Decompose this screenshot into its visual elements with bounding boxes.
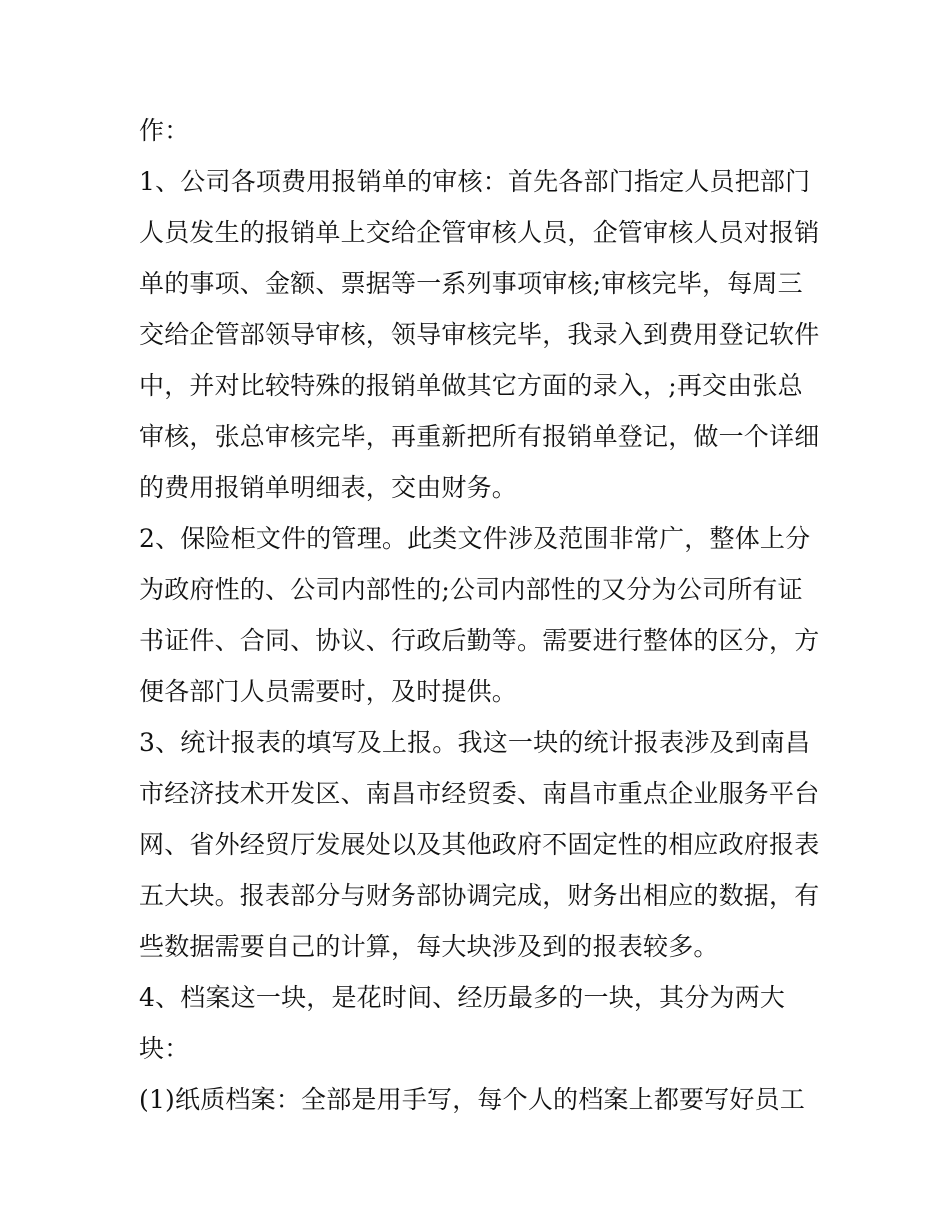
text-line: 市经济技术开发区、南昌市经贸委、南昌市重点企业服务平台 <box>139 779 820 808</box>
text-line: 人员发生的报销单上交给企管审核人员，企管审核人员对报销 <box>139 218 820 247</box>
text-line: 单的事项、金额、票据等一系列事项审核;审核完毕，每周三 <box>139 269 803 298</box>
text-line: 块： <box>139 1034 190 1063</box>
text-line: 五大块。报表部分与财务部协调完成，财务出相应的数据，有 <box>139 881 820 910</box>
text-line: 4、档案这一块，是花时间、经历最多的一块，其分为两大 <box>139 983 786 1012</box>
text-line: (1)纸质档案：全部是用手写，每个人的档案上都要写好员工 <box>139 1085 806 1114</box>
text-line: 书证件、合同、协议、行政后勤等。需要进行整体的区分，方 <box>139 626 820 655</box>
text-line: 便各部门人员需要时，及时提供。 <box>139 677 518 706</box>
text-line: 作： <box>139 116 190 145</box>
text-line: 3、统计报表的填写及上报。我这一块的统计报表涉及到南昌 <box>139 728 811 757</box>
text-line: 1、公司各项费用报销单的审核：首先各部门指定人员把部门 <box>139 167 811 196</box>
document-body <box>139 105 819 1125</box>
text-line: 中，并对比较特殊的报销单做其它方面的录入，;再交由张总 <box>139 371 803 400</box>
text-line: 些数据需要自己的计算，每大块涉及到的报表较多。 <box>139 932 719 961</box>
text-line: 交给企管部领导审核，领导审核完毕，我录入到费用登记软件 <box>139 320 820 349</box>
text-line: 的费用报销单明细表，交由财务。 <box>139 473 518 502</box>
text-line: 审核，张总审核完毕，再重新把所有报销单登记，做一个详细 <box>139 422 820 451</box>
text-line: 网、省外经贸厅发展处以及其他政府不固定性的相应政府报表 <box>139 830 820 859</box>
text-line: 为政府性的、公司内部性的;公司内部性的又分为公司所有证 <box>139 575 803 604</box>
text-line: 2、保险柜文件的管理。此类文件涉及范围非常广，整体上分 <box>139 524 811 553</box>
